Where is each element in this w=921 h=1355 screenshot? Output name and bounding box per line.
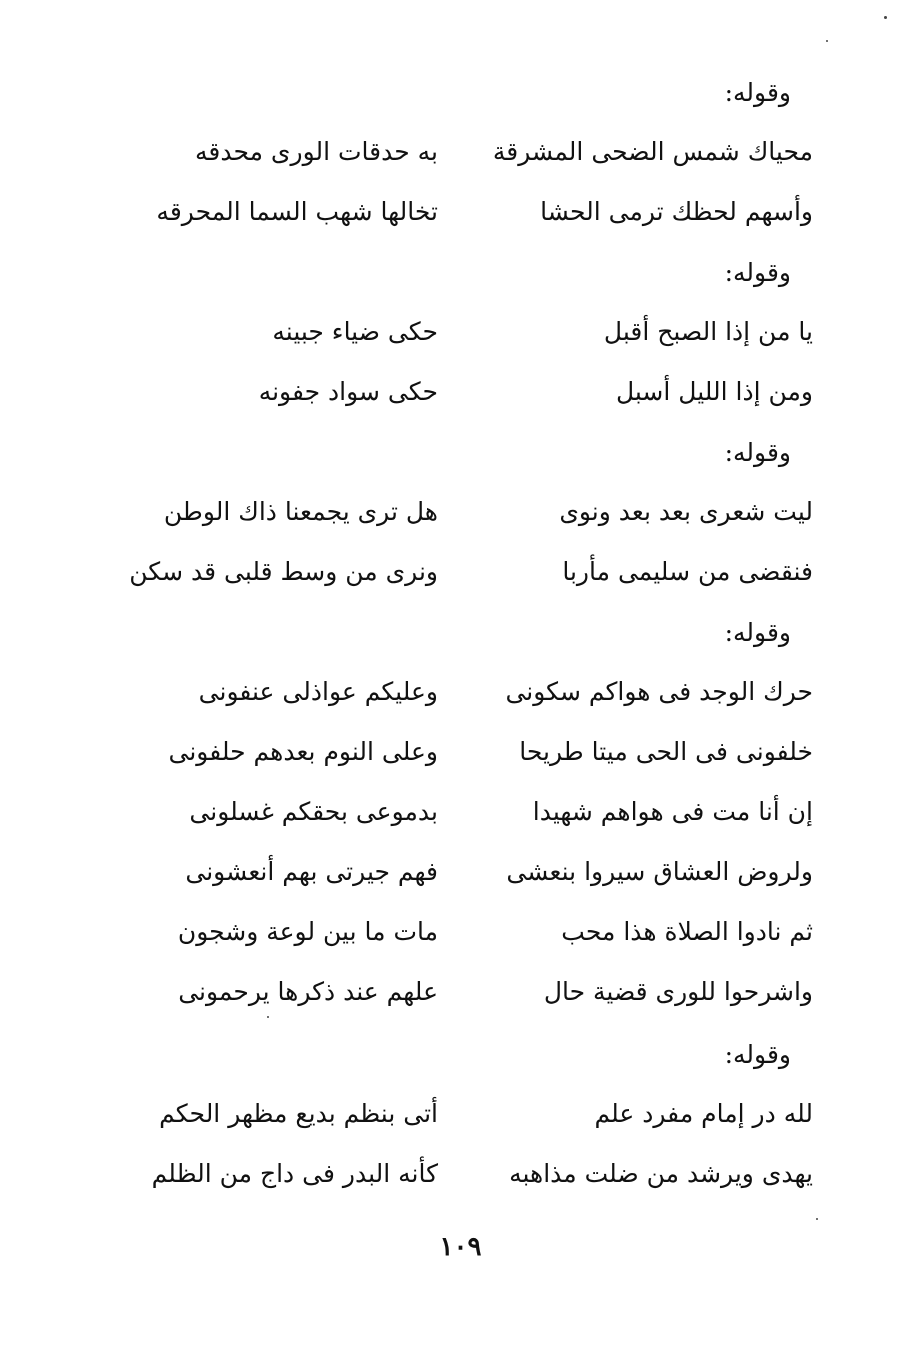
verse-line xyxy=(0,674,921,734)
first-hemistich: ليت شعرى بعد بعد ونوى xyxy=(559,497,813,526)
second-hemistich: بدموعى بحقكم غسلونى xyxy=(189,797,438,826)
second-hemistich: وعلى النوم بعدهم حلفونى xyxy=(168,737,438,766)
first-hemistich: يهدى ويرشد من ضلت مذاهبه xyxy=(509,1159,813,1188)
second-hemistich: به حدقات الورى محدقه xyxy=(194,137,438,166)
second-hemistich: أتى بنظم بديع مظهر الحكم xyxy=(159,1099,438,1128)
second-hemistich: هل ترى يجمعنا ذاك الوطن xyxy=(163,497,438,526)
section-heading: وقوله: xyxy=(724,78,791,107)
second-hemistich: ونرى من وسط قلبى قد سكن xyxy=(129,557,438,586)
verse-line xyxy=(0,914,921,974)
verse-line xyxy=(0,194,921,254)
poem-block xyxy=(0,314,921,434)
first-hemistich: ثم نادوا الصلاة هذا محب xyxy=(561,917,813,946)
verse-line xyxy=(0,134,921,194)
first-hemistich: وأسهم لحظك ترمى الحشا xyxy=(540,197,813,226)
scan-speck xyxy=(816,1218,818,1220)
second-hemistich: حكى سواد جفونه xyxy=(258,377,438,406)
verse-line xyxy=(0,1156,921,1216)
second-hemistich: حكى ضياء جبينه xyxy=(272,317,438,346)
first-hemistich: خلفونى فى الحى ميتا طريحا xyxy=(519,737,813,766)
verse-line xyxy=(0,974,921,1034)
section-heading: وقوله: xyxy=(724,1040,791,1069)
first-hemistich: يا من إذا الصبح أقبل xyxy=(603,317,813,346)
first-hemistich: واشرحوا للورى قضية حال xyxy=(543,977,813,1006)
second-hemistich: وعليكم عواذلى عنفونى xyxy=(198,677,438,706)
second-hemistich: مات ما بين لوعة وشجون xyxy=(177,917,438,946)
scan-speck xyxy=(267,1016,269,1018)
section-heading: وقوله: xyxy=(724,438,791,467)
poem-block xyxy=(0,674,921,1034)
first-hemistich: إن أنا مت فى هواهم شهيدا xyxy=(532,797,813,826)
page-number: ١٠٩ xyxy=(439,1232,482,1262)
second-hemistich: كأنه البدر فى داج من الظلم xyxy=(151,1159,438,1188)
second-hemistich: تخالها شهب السما المحرقه xyxy=(156,197,438,226)
poem-block xyxy=(0,134,921,254)
scan-speck xyxy=(884,16,887,19)
verse-line xyxy=(0,854,921,914)
first-hemistich: لله در إمام مفرد علم xyxy=(594,1099,813,1128)
section-heading: وقوله: xyxy=(724,618,791,647)
verse-line xyxy=(0,734,921,794)
poem-block xyxy=(0,1096,921,1216)
first-hemistich: فنقضى من سليمى مأربا xyxy=(562,557,813,586)
poem-block xyxy=(0,494,921,614)
section-heading: وقوله: xyxy=(724,258,791,287)
first-hemistich: ومن إذا الليل أسبل xyxy=(615,377,813,406)
second-hemistich: علهم عند ذكرها يرحمونى xyxy=(178,977,438,1006)
scan-speck xyxy=(826,40,828,42)
verse-line xyxy=(0,314,921,374)
first-hemistich: حرك الوجد فى هواكم سكونى xyxy=(505,677,813,706)
verse-line xyxy=(0,1096,921,1156)
verse-line xyxy=(0,374,921,434)
verse-line xyxy=(0,494,921,554)
first-hemistich: محياك شمس الضحى المشرقة xyxy=(492,137,813,166)
first-hemistich: ولروض العشاق سيروا بنعشى xyxy=(506,857,813,886)
second-hemistich: فهم جيرتى بهم أنعشونى xyxy=(185,857,438,886)
verse-line xyxy=(0,554,921,614)
verse-line xyxy=(0,794,921,854)
